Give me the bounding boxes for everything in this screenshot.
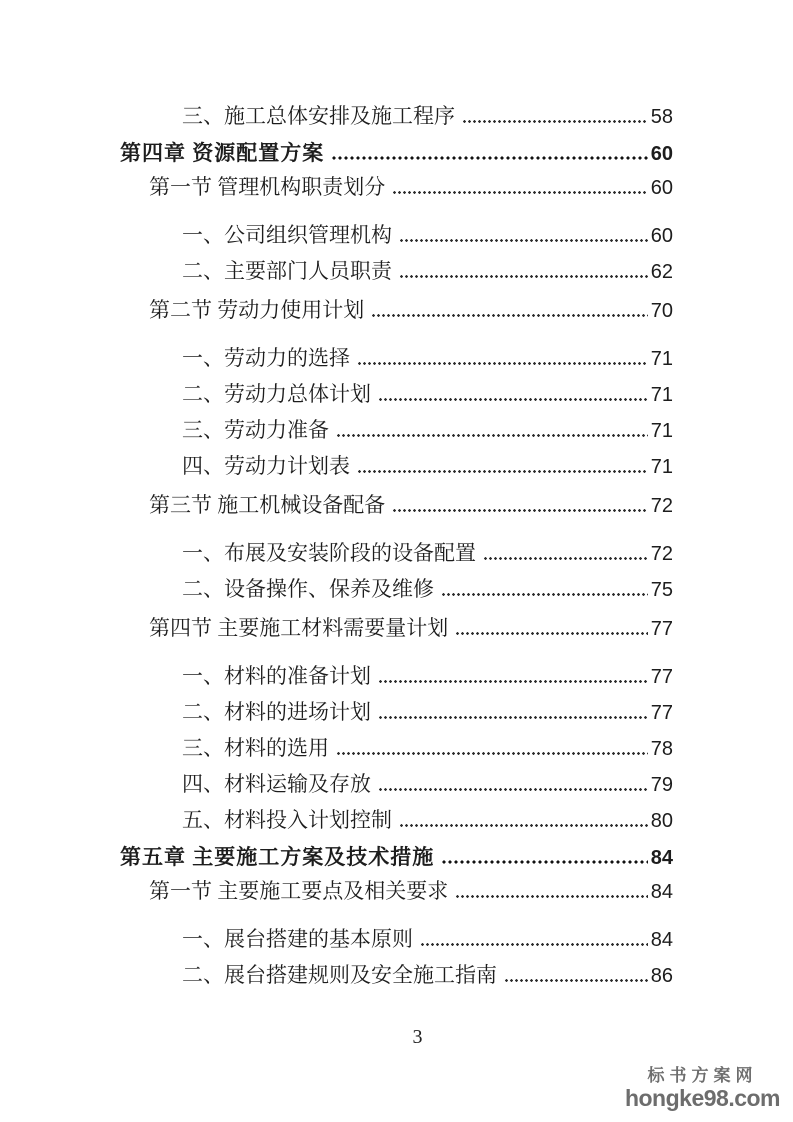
toc-entry-label: 三、劳动力准备 — [182, 418, 329, 442]
toc-entry-4[interactable] — [120, 259, 673, 283]
toc-entry-3[interactable] — [120, 223, 673, 247]
toc-entry-page-number: 86 — [650, 965, 673, 987]
dotted-leader-icon — [399, 272, 648, 279]
toc-entry-label: 一、展台搭建的基本原则 — [182, 927, 413, 951]
toc-entry-16[interactable] — [120, 736, 673, 760]
toc-entry-label: 一、公司组织管理机构 — [182, 223, 392, 247]
toc-entry-page-number: 60 — [650, 143, 673, 165]
toc-entry-page-number: 79 — [650, 774, 673, 796]
toc-entry-14[interactable] — [120, 664, 673, 688]
toc-entry-label: 第一节 主要施工要点及相关要求 — [149, 879, 449, 903]
toc-entry-6[interactable] — [120, 346, 673, 370]
toc-entry-page-number: 70 — [650, 300, 673, 322]
toc-entry-page-number: 80 — [650, 810, 673, 832]
toc-entry-label: 第二节 劳动力使用计划 — [149, 298, 365, 322]
dotted-leader-icon — [392, 506, 648, 513]
toc-entry-15[interactable] — [120, 700, 673, 724]
dotted-leader-icon — [420, 940, 648, 947]
dotted-leader-icon — [378, 713, 648, 720]
toc-entry-page-number: 78 — [650, 738, 673, 760]
dotted-leader-icon — [504, 976, 648, 983]
toc-entry-18[interactable] — [120, 808, 673, 832]
toc-entry-7[interactable] — [120, 382, 673, 406]
toc-entry-label: 二、材料的进场计划 — [182, 700, 371, 724]
toc-entry-page-number: 77 — [650, 666, 673, 688]
toc-entry-page-number: 58 — [650, 106, 673, 128]
toc-entry-label: 二、劳动力总体计划 — [182, 382, 371, 406]
toc-entry-label: 第一节 管理机构职责划分 — [149, 175, 386, 199]
toc-entry-label: 四、材料运输及存放 — [182, 772, 371, 796]
page-footer — [42, 1026, 793, 1049]
toc-entry-label: 第四章 资源配置方案 — [120, 141, 325, 165]
dotted-leader-icon — [399, 236, 648, 243]
dotted-leader-icon — [336, 431, 648, 438]
toc-entry-11[interactable] — [120, 541, 673, 565]
dotted-leader-icon — [392, 188, 648, 195]
dotted-leader-icon — [357, 467, 648, 474]
toc-entry-page-number: 71 — [650, 420, 673, 442]
toc-entry-label: 三、材料的选用 — [182, 736, 329, 760]
dotted-leader-icon — [483, 554, 648, 561]
toc-entry-page-number: 84 — [650, 847, 673, 869]
dotted-leader-icon — [399, 821, 648, 828]
toc-entry-label: 三、施工总体安排及施工程序 — [182, 104, 455, 128]
toc-entry-page-number: 72 — [650, 495, 673, 517]
toc-entry-page-number: 77 — [650, 618, 673, 640]
toc-entry-page-number: 60 — [650, 225, 673, 247]
toc-entry-label: 二、设备操作、保养及维修 — [182, 577, 434, 601]
toc-entry-0[interactable] — [120, 104, 673, 128]
toc-entry-10[interactable] — [120, 493, 673, 517]
toc-entry-page-number: 71 — [650, 384, 673, 406]
watermark-site-url: hongke98.com — [624, 1085, 780, 1111]
dotted-leader-icon — [462, 117, 648, 124]
toc-entry-label: 二、展台搭建规则及安全施工指南 — [182, 963, 497, 987]
toc-entry-page-number: 84 — [650, 929, 673, 951]
toc-entry-page-number: 71 — [650, 456, 673, 478]
toc-entry-label: 二、主要部门人员职责 — [182, 259, 392, 283]
dotted-leader-icon — [455, 629, 648, 636]
dotted-leader-icon — [378, 395, 648, 402]
toc-entry-page-number: 77 — [650, 702, 673, 724]
toc-entry-page-number: 71 — [650, 348, 673, 370]
toc-entry-page-number: 72 — [650, 543, 673, 565]
dotted-leader-icon — [378, 677, 648, 684]
toc-entry-label: 五、材料投入计划控制 — [182, 808, 392, 832]
watermark-site-name: 标书方案网 — [647, 1066, 758, 1085]
toc-entry-8[interactable] — [120, 418, 673, 442]
toc-entry-label: 一、材料的准备计划 — [182, 664, 371, 688]
toc-entry-label: 第五章 主要施工方案及技术措施 — [120, 845, 435, 869]
toc-entry-1[interactable] — [120, 141, 673, 165]
dotted-leader-icon — [371, 311, 648, 318]
toc-entry-label: 一、劳动力的选择 — [182, 346, 350, 370]
dotted-leader-icon — [357, 359, 648, 366]
dotted-leader-icon — [331, 154, 648, 161]
toc-entry-9[interactable] — [120, 454, 673, 478]
toc-entry-2[interactable] — [120, 175, 673, 199]
toc-entry-13[interactable] — [120, 616, 673, 640]
toc-entry-page-number: 60 — [650, 177, 673, 199]
toc-entry-17[interactable] — [120, 772, 673, 796]
toc-entry-20[interactable] — [120, 879, 673, 903]
dotted-leader-icon — [441, 590, 648, 597]
dotted-leader-icon — [336, 749, 648, 756]
dotted-leader-icon — [455, 892, 648, 899]
toc-entry-page-number: 84 — [650, 881, 673, 903]
toc-entry-page-number: 75 — [650, 579, 673, 601]
toc-entry-page-number: 62 — [650, 261, 673, 283]
toc-entry-label: 第三节 施工机械设备配备 — [149, 493, 386, 517]
toc-entry-label: 一、布展及安装阶段的设备配置 — [182, 541, 476, 565]
dotted-leader-icon — [378, 785, 648, 792]
toc-entry-5[interactable] — [120, 298, 673, 322]
toc-entry-12[interactable] — [120, 577, 673, 601]
table-of-contents — [120, 104, 673, 987]
toc-entry-label: 第四节 主要施工材料需要量计划 — [149, 616, 449, 640]
toc-entry-22[interactable] — [120, 963, 673, 987]
toc-entry-19[interactable] — [120, 845, 673, 869]
watermark — [625, 1067, 780, 1110]
toc-entry-label: 四、劳动力计划表 — [182, 454, 350, 478]
page-number: 3 — [412, 1026, 423, 1048]
toc-entry-21[interactable] — [120, 927, 673, 951]
dotted-leader-icon — [441, 858, 648, 865]
